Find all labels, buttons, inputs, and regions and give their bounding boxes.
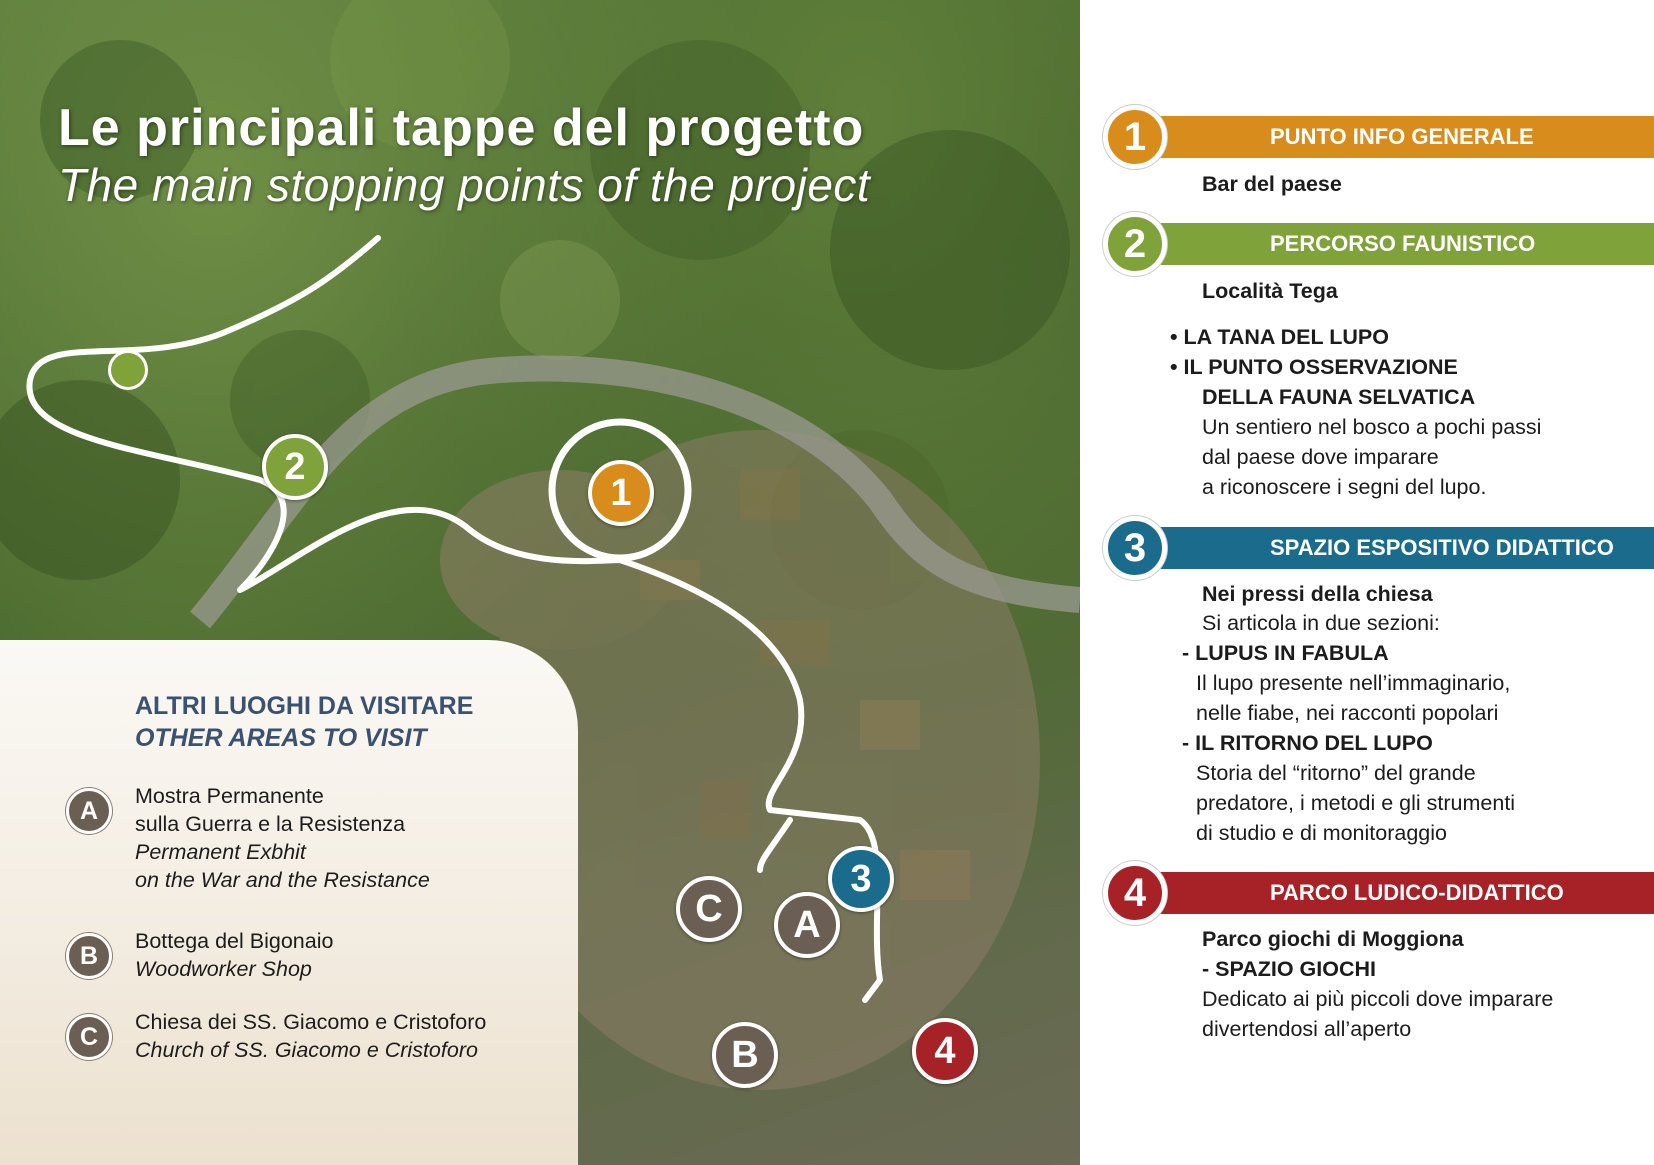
title-italian: Le principali tappe del progetto <box>58 99 865 157</box>
badge-c: C <box>66 1014 112 1060</box>
other-areas-heading <box>135 690 473 754</box>
stop2-bullet-cont: DELLA FAUNA SELVATICA <box>1202 385 1476 409</box>
badge-b: B <box>66 933 112 979</box>
stop3-section-line: predatore, i metodi e gli strumenti <box>1196 791 1516 815</box>
stop4-header-bar <box>1148 872 1654 914</box>
item-it-line: Chiesa dei SS. Giacomo e Cristoforo <box>135 1010 487 1034</box>
item-en-line: Woodworker Shop <box>135 957 312 981</box>
item-en-line: Church of SS. Giacomo e Cristoforo <box>135 1038 478 1062</box>
title-english: The main stopping points of the project <box>58 159 871 211</box>
stop4-location: Parco giochi di Moggiona <box>1202 927 1464 951</box>
stops-legend <box>1080 0 1654 1165</box>
stop1-header-bar <box>1148 116 1654 158</box>
map-marker-4[interactable]: 4 <box>912 1018 978 1084</box>
stop2-header-bar <box>1148 223 1654 265</box>
stop1-label: PUNTO INFO GENERALE <box>1270 124 1534 149</box>
item-en-line: Permanent Exbhit <box>135 840 306 864</box>
stop3-section-line: nelle fiabe, nei racconti popolari <box>1196 701 1499 725</box>
other-areas-heading-it: ALTRI LUOGHI DA VISITARE <box>135 692 474 720</box>
other-area-text <box>135 782 430 894</box>
stop2-bullet: • IL PUNTO OSSERVAZIONE <box>1170 355 1458 379</box>
stop4-label: PARCO LUDICO-DIDATTICO <box>1270 880 1564 905</box>
stop3-section-line: Il lupo presente nell’immaginario, <box>1196 671 1511 695</box>
map-marker-1[interactable]: 1 <box>588 460 654 526</box>
map-marker-c[interactable]: C <box>676 876 742 942</box>
trail-start-dot <box>108 350 148 390</box>
stop3-intro: Si articola in due sezioni: <box>1202 611 1440 635</box>
stop2-location: Località Tega <box>1202 279 1338 303</box>
stop3-header-bar <box>1148 527 1654 569</box>
stop3-section-title: - LUPUS IN FABULA <box>1182 641 1389 665</box>
stop3-label: SPAZIO ESPOSITIVO DIDATTICO <box>1270 535 1614 560</box>
item-it-line: Mostra Permanente <box>135 784 324 808</box>
stop4-desc-line: Dedicato ai più piccoli dove imparare <box>1202 987 1554 1011</box>
stop3-number-badge: 3 <box>1103 516 1167 580</box>
stop3-section-title: - IL RITORNO DEL LUPO <box>1182 731 1433 755</box>
badge-a: A <box>66 788 112 834</box>
map-marker-2[interactable]: 2 <box>262 434 328 500</box>
item-it-line: sulla Guerra e la Resistenza <box>135 812 406 836</box>
stop2-desc-line: dal paese dove imparare <box>1202 445 1439 469</box>
map-marker-3[interactable]: 3 <box>828 846 894 912</box>
stop2-bullet: • LA TANA DEL LUPO <box>1170 325 1389 349</box>
item-en-line: on the War and the Resistance <box>135 868 430 892</box>
stop3-section-line: Storia del “ritorno” del grande <box>1196 761 1476 785</box>
other-areas-panel <box>0 640 578 1165</box>
item-it-line: Bottega del Bigonaio <box>135 929 334 953</box>
stop4-sub: - SPAZIO GIOCHI <box>1202 957 1376 981</box>
stop2-desc-line: a riconoscere i segni del lupo. <box>1202 475 1487 499</box>
map-marker-b[interactable]: B <box>712 1022 778 1088</box>
stop1-number-badge: 1 <box>1103 105 1167 169</box>
stop1-location: Bar del paese <box>1202 172 1342 196</box>
other-areas-heading-en: OTHER AREAS TO VISIT <box>135 724 427 752</box>
other-area-text <box>135 1008 486 1064</box>
stop2-number-badge: 2 <box>1103 212 1167 276</box>
stop4-number-badge: 4 <box>1103 861 1167 925</box>
stop3-section-line: di studio e di monitoraggio <box>1196 821 1447 845</box>
stop2-desc-line: Un sentiero nel bosco a pochi passi <box>1202 415 1542 439</box>
map-marker-a[interactable]: A <box>774 892 840 958</box>
stop4-desc-line: divertendosi all’aperto <box>1202 1017 1412 1041</box>
stop3-location: Nei pressi della chiesa <box>1202 582 1433 606</box>
other-area-text <box>135 927 333 983</box>
stop2-label: PERCORSO FAUNISTICO <box>1270 231 1536 256</box>
page-title <box>58 98 870 212</box>
